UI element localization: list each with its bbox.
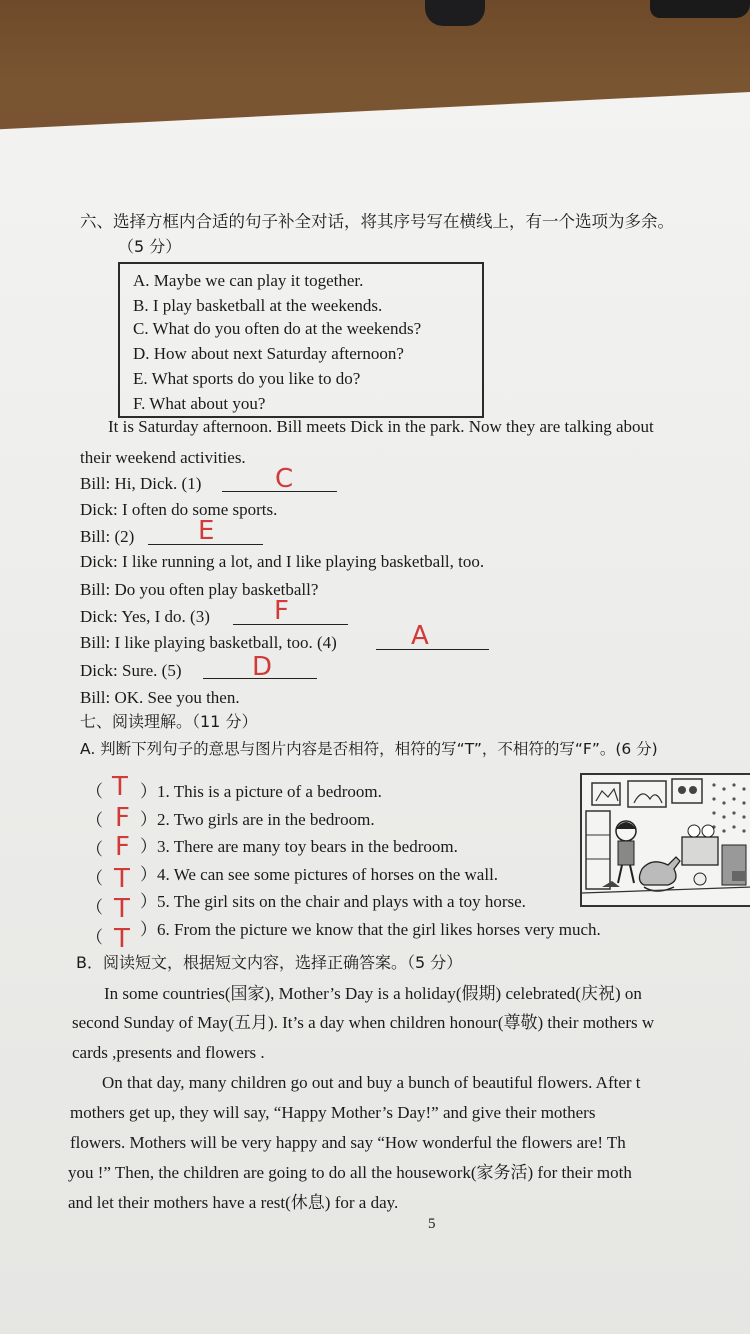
- paren-open-4: （: [86, 869, 103, 888]
- dialogue-line-8: Dick: Sure. (5): [80, 661, 182, 680]
- statement-3: ）3. There are many toy bears in the bedroom.: [140, 837, 458, 856]
- dialogue-line-5: Bill: Do you often play basketball?: [80, 580, 319, 599]
- mark-2: F: [115, 803, 130, 833]
- partB-title: B．阅读短文，根据短文内容，选择正确答案。（5 分）: [76, 953, 463, 972]
- dialogue-line-4: Dick: I like running a lot, and I like playing basketball, too.: [80, 552, 485, 571]
- passage-line-7: you !” Then, the children are going to do all the housework(家务活) for their moth: [68, 1163, 632, 1182]
- pen-cap-left: [425, 0, 485, 26]
- option-a: A. Maybe we can play it together.: [133, 271, 364, 290]
- option-e: E. What sports do you like to do?: [133, 369, 361, 388]
- bedroom-illustration-icon: [582, 775, 750, 905]
- section6-score: （5 分）: [118, 237, 182, 256]
- dialogue-line-9: Bill: OK. See you then.: [80, 688, 240, 707]
- answer-mark-3: F: [274, 596, 289, 626]
- dialogue-line-3: Bill: (2): [80, 527, 135, 546]
- option-b: B. I play basketball at the weekends.: [133, 296, 383, 315]
- passage-line-4: On that day, many children go out and buy a bunch of beautiful flowers. After t: [102, 1073, 641, 1092]
- passage-line-8: and let their mothers have a rest(休息) for a day.: [68, 1193, 399, 1212]
- dialogue-line-6: Dick: Yes, I do. (3): [80, 607, 210, 626]
- option-c: C. What do you often do at the weekends?: [133, 319, 422, 338]
- statement-2: ）2. Two girls are in the bedroom.: [140, 810, 375, 829]
- section7-title: 七、阅读理解。（11 分）: [80, 712, 258, 731]
- statement-4: ）4. We can see some pictures of horses on the wall.: [140, 865, 499, 884]
- passage-line-6: flowers. Mothers will be very happy and say “How wonderful the flowers are! Th: [70, 1133, 626, 1152]
- passage-line-3: cards ,presents and flowers .: [72, 1043, 265, 1062]
- paren-open-3: （: [86, 840, 103, 859]
- answer-mark-1: C: [275, 464, 294, 494]
- mark-5: T: [114, 894, 130, 924]
- answer-mark-5: D: [252, 652, 273, 682]
- passage-line-1: In some countries(国家), Mother’s Day is a holiday(假期) celebrated(庆祝) on: [104, 984, 642, 1003]
- answer-mark-4: A: [411, 621, 429, 651]
- statement-5: ）5. The girl sits on the chair and plays with a toy horse.: [140, 892, 526, 911]
- option-f: F. What about you?: [133, 394, 266, 413]
- intro-line-1: It is Saturday afternoon. Bill meets Dick in the park. Now they are talking about: [108, 417, 654, 436]
- pen-cap-right: [650, 0, 750, 18]
- passage-line-2: second Sunday of May(五月). It’s a day when children honour(尊敬) their mothers w: [72, 1013, 655, 1032]
- dialogue-line-7: Bill: I like playing basketball, too. (4): [80, 633, 337, 652]
- passage-line-5: mothers get up, they will say, “Happy Mother’s Day!” and give their mothers: [70, 1103, 596, 1122]
- dialogue-line-2: Dick: I often do some sports.: [80, 500, 278, 519]
- mark-1: T: [112, 772, 128, 802]
- paren-open-5: （: [86, 898, 103, 917]
- statement-6: ）6. From the picture we know that the girl likes horses very much.: [140, 920, 601, 939]
- mark-3: F: [115, 832, 130, 862]
- mark-4: T: [114, 864, 130, 894]
- paren-open-1: （: [86, 782, 103, 801]
- bedroom-illustration: [580, 773, 750, 907]
- statement-1: ）1. This is a picture of a bedroom.: [140, 782, 382, 801]
- mark-6: T: [114, 924, 130, 954]
- answer-mark-2: E: [198, 516, 215, 546]
- page-number: 5: [428, 1216, 436, 1232]
- dialogue-line-1: Bill: Hi, Dick. (1): [80, 474, 202, 493]
- paren-open-6: （: [86, 928, 103, 947]
- section6-title: 六、选择方框内合适的句子补全对话，将其序号写在横线上，有一个选项为多余。: [80, 212, 674, 231]
- answer-blank-4: [376, 649, 489, 650]
- answer-blank-3: [233, 624, 348, 625]
- intro-line-2: their weekend activities.: [80, 448, 246, 467]
- option-d: D. How about next Saturday afternoon?: [133, 344, 404, 363]
- partA-title: A. 判断下列句子的意思与图片内容是否相符，相符的写“T”，不相符的写“F”。(6 分): [80, 740, 658, 758]
- paren-open-2: （: [86, 811, 103, 830]
